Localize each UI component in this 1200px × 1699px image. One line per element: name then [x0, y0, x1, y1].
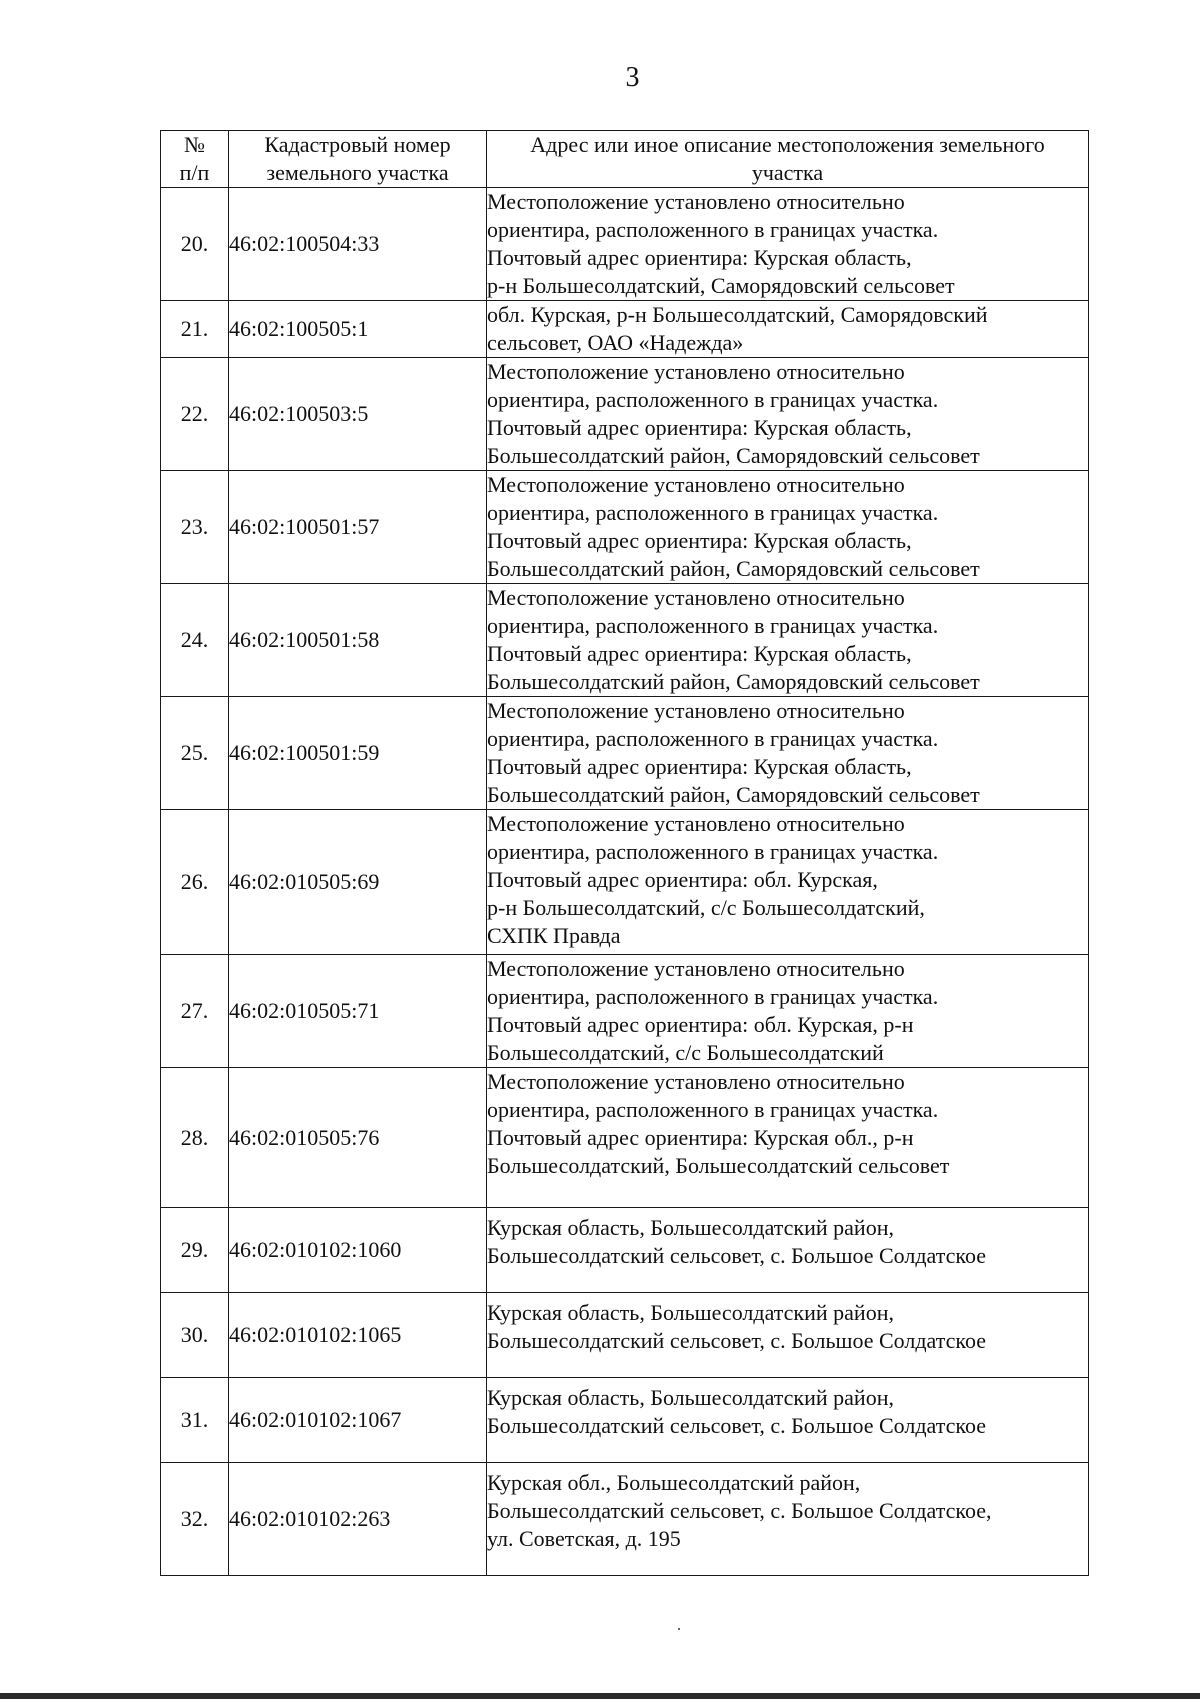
scan-dot	[678, 1628, 680, 1630]
address-description	[487, 1208, 1089, 1293]
page-number: 3	[625, 62, 640, 93]
address-line: Почтовый адрес ориентира: Курская область,	[487, 641, 912, 666]
table-row	[161, 1068, 1089, 1208]
address-line: Местоположение установлено относительно	[487, 472, 905, 497]
row-number: 23.	[161, 471, 229, 584]
address-description	[487, 810, 1089, 955]
row-number: 30.	[161, 1293, 229, 1378]
row-number: 26.	[161, 810, 229, 955]
address-description	[487, 584, 1089, 697]
address-line: Почтовый адрес ориентира: обл. Курская, р-н	[487, 1012, 914, 1037]
header-addr-line: Адрес или иное описание местоположения земельного	[530, 132, 1045, 157]
address-line: Большесолдатский сельсовет, с. Большое Солдатское,	[487, 1498, 992, 1523]
address-line: Большесолдатский район, Саморядовский сельсовет	[487, 556, 980, 581]
table-row	[161, 1378, 1089, 1463]
address-description	[487, 1068, 1089, 1208]
cadastral-number: 46:02:100504:33	[229, 188, 487, 301]
table-row	[161, 955, 1089, 1068]
cadastral-number: 46:02:010102:1065	[229, 1293, 487, 1378]
address-line: обл. Курская, р-н Большесолдатский, Саморядовский	[487, 302, 988, 327]
address-line: ориентира, расположенного в границах участка.	[487, 387, 939, 412]
cadastral-number: 46:02:100501:57	[229, 471, 487, 584]
table-row	[161, 301, 1089, 358]
address-line: Большесолдатский, с/с Большесолдатский	[487, 1040, 884, 1065]
cadastral-number: 46:02:010102:263	[229, 1463, 487, 1576]
address-description	[487, 955, 1089, 1068]
address-line: сельсовет, ОАО «Надежда»	[487, 330, 744, 355]
address-line: Курская область, Большесолдатский район,	[487, 1385, 894, 1410]
row-number: 27.	[161, 955, 229, 1068]
table-row	[161, 1293, 1089, 1378]
parcels-table	[160, 130, 1089, 1576]
table-row	[161, 584, 1089, 697]
page-bottom-edge	[0, 1693, 1200, 1699]
address-line: Большесолдатский сельсовет, с. Большое Солдатское	[487, 1413, 986, 1438]
address-line: ориентира, расположенного в границах участка.	[487, 839, 939, 864]
address-line: Почтовый адрес ориентира: обл. Курская,	[487, 867, 878, 892]
address-line: ориентира, расположенного в границах участка.	[487, 217, 939, 242]
header-num	[161, 131, 229, 188]
address-line: Местоположение установлено относительно	[487, 811, 905, 836]
address-description	[487, 1293, 1089, 1378]
address-line: р-н Большесолдатский, Саморядовский сельсовет	[487, 273, 955, 298]
row-number: 28.	[161, 1068, 229, 1208]
cadastral-number: 46:02:010102:1067	[229, 1378, 487, 1463]
address-line: ориентира, расположенного в границах участка.	[487, 613, 939, 638]
row-number: 22.	[161, 358, 229, 471]
table-row	[161, 810, 1089, 955]
address-line: Курская область, Большесолдатский район,	[487, 1215, 894, 1240]
cadastral-number: 46:02:010505:69	[229, 810, 487, 955]
cadastral-number: 46:02:010505:71	[229, 955, 487, 1068]
address-description	[487, 358, 1089, 471]
row-number: 32.	[161, 1463, 229, 1576]
cadastral-number: 46:02:010505:76	[229, 1068, 487, 1208]
address-description	[487, 471, 1089, 584]
table-row	[161, 358, 1089, 471]
address-line: Большесолдатский район, Саморядовский сельсовет	[487, 669, 980, 694]
address-description	[487, 188, 1089, 301]
address-line: Почтовый адрес ориентира: Курская область,	[487, 528, 912, 553]
address-line: Местоположение установлено относительно	[487, 956, 905, 981]
address-line: Почтовый адрес ориентира: Курская область,	[487, 245, 912, 270]
header-num-line: №	[184, 132, 205, 157]
address-line: ул. Советская, д. 195	[487, 1526, 681, 1551]
address-line: р-н Большесолдатский, с/с Большесолдатский,	[487, 895, 925, 920]
address-line: ориентира, расположенного в границах участка.	[487, 500, 939, 525]
cadastral-number: 46:02:100503:5	[229, 358, 487, 471]
row-number: 29.	[161, 1208, 229, 1293]
address-line: Почтовый адрес ориентира: Курская область,	[487, 415, 912, 440]
table-body	[161, 188, 1089, 1576]
address-line: Местоположение установлено относительно	[487, 1069, 905, 1094]
address-line: СХПК Правда	[487, 923, 621, 948]
table-row	[161, 697, 1089, 810]
address-line: ориентира, расположенного в границах участка.	[487, 1097, 939, 1122]
address-line: Почтовый адрес ориентира: Курская обл., р-н	[487, 1125, 914, 1150]
address-line: ориентира, расположенного в границах участка.	[487, 726, 939, 751]
header-cadastral	[229, 131, 487, 188]
address-line: Местоположение установлено относительно	[487, 189, 905, 214]
table-header-row	[161, 131, 1089, 188]
row-number: 31.	[161, 1378, 229, 1463]
row-number: 24.	[161, 584, 229, 697]
table-row	[161, 1208, 1089, 1293]
address-line: Курская область, Большесолдатский район,	[487, 1300, 894, 1325]
table-row	[161, 471, 1089, 584]
address-line: Большесолдатский район, Саморядовский сельсовет	[487, 782, 980, 807]
header-cad-line: Кадастровый номер	[264, 132, 451, 157]
address-description	[487, 697, 1089, 810]
cadastral-number: 46:02:100501:58	[229, 584, 487, 697]
header-addr-line: участка	[751, 160, 824, 185]
address-description	[487, 1378, 1089, 1463]
address-line: Большесолдатский сельсовет, с. Большое Солдатское	[487, 1243, 986, 1268]
header-cad-line: земельного участка	[266, 160, 449, 185]
cadastral-number: 46:02:010102:1060	[229, 1208, 487, 1293]
address-line: Большесолдатский сельсовет, с. Большое Солдатское	[487, 1328, 986, 1353]
header-num-line: п/п	[179, 160, 210, 185]
address-line: Почтовый адрес ориентира: Курская область,	[487, 754, 912, 779]
address-description	[487, 301, 1089, 358]
address-line: Большесолдатский, Большесолдатский сельсовет	[487, 1153, 950, 1178]
header-address	[487, 131, 1089, 188]
table-row	[161, 188, 1089, 301]
address-line: Курская обл., Большесолдатский район,	[487, 1470, 861, 1495]
parcels-table-wrapper	[160, 130, 1088, 1576]
row-number: 21.	[161, 301, 229, 358]
row-number: 20.	[161, 188, 229, 301]
address-line: Большесолдатский район, Саморядовский сельсовет	[487, 443, 980, 468]
address-line: ориентира, расположенного в границах участка.	[487, 984, 939, 1009]
table-row	[161, 1463, 1089, 1576]
cadastral-number: 46:02:100505:1	[229, 301, 487, 358]
cadastral-number: 46:02:100501:59	[229, 697, 487, 810]
address-line: Местоположение установлено относительно	[487, 585, 905, 610]
row-number: 25.	[161, 697, 229, 810]
address-line: Местоположение установлено относительно	[487, 698, 905, 723]
address-description	[487, 1463, 1089, 1576]
address-line: Местоположение установлено относительно	[487, 359, 905, 384]
